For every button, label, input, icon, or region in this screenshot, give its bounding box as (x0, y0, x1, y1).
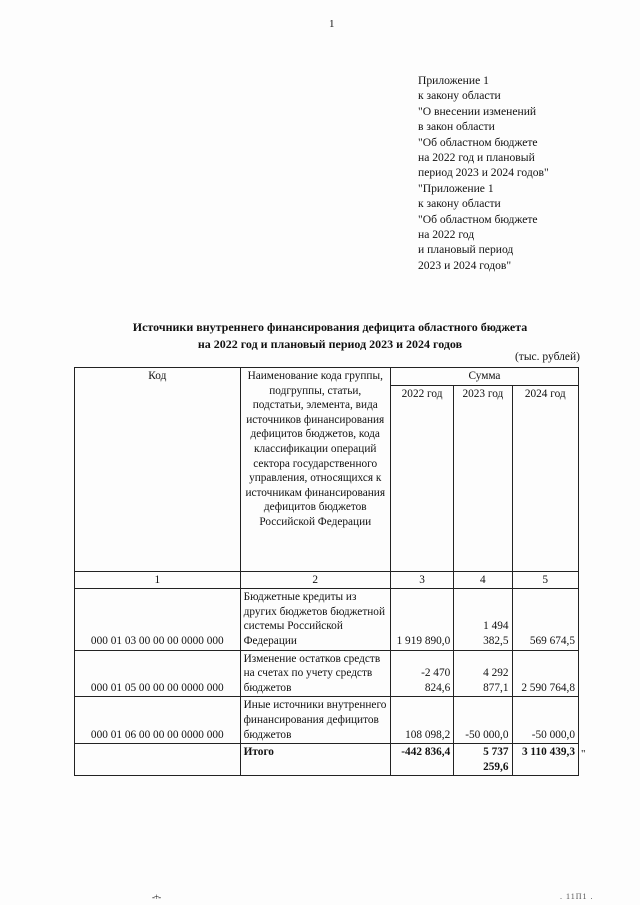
footer-right-mark: . 11П1 . (560, 892, 594, 901)
row-value-2022: -2 470 824,6 (390, 650, 453, 697)
row-name: Бюджетные кредиты из других бюджетов бюджетной системы Российской Федерации (240, 589, 390, 650)
document-subtitle: на 2022 год и плановый период 2023 и 2024 годов (197, 337, 463, 351)
appendix-line: к закону области (418, 89, 501, 103)
appendix-line: на 2022 год и плановый (418, 151, 535, 165)
row-name: Изменение остатков средств на счетах по учету средств бюджетов (240, 650, 390, 697)
header-code: Код (75, 368, 241, 572)
header-name: Наименование кода группы, подгруппы, статьи, подстатьи, элемента, вида источников финансирования дефицитов бюджетов, кода классификации операций сектора государственного управления, относящихся к источникам финансирования дефицитов бюджетов Российской Федерации (240, 368, 390, 572)
total-value-2024: 3 110 439,3 (512, 744, 578, 776)
appendix-line: 2023 и 2024 годов" (418, 258, 512, 272)
page-mark: 1 (329, 18, 335, 30)
row-code: 000 01 05 00 00 00 0000 000 (75, 650, 241, 697)
total-row (75, 744, 579, 776)
appendix-line: "Об областном бюджете (418, 212, 538, 226)
closing-quote: " (581, 748, 586, 760)
row-value-2023: 4 292 877,1 (454, 650, 512, 697)
appendix-line: на 2022 год (418, 228, 475, 242)
header-year-2024: 2024 год (512, 385, 578, 571)
appendix-line: "Приложение 1 (418, 181, 494, 195)
row-code: 000 01 03 00 00 00 0000 000 (75, 589, 241, 650)
row-name: Иные источники внутреннего финансирования дефицитов бюджетов (240, 697, 390, 744)
appendix-line: в закон области (418, 120, 495, 134)
units-label: (тыс. рублей) (514, 351, 580, 363)
row-value-2023: 1 494 382,5 (454, 589, 512, 650)
header-year-2023: 2023 год (454, 385, 512, 571)
appendix-line: период 2023 и 2024 годов" (418, 166, 549, 180)
appendix-line: Приложение 1 (418, 74, 489, 87)
appendix-note (418, 73, 549, 273)
appendix-line: к закону области (418, 197, 501, 211)
row-value-2023: -50 000,0 (454, 697, 512, 744)
column-number: 4 (454, 571, 512, 589)
total-value-2022: -442 836,4 (390, 744, 453, 776)
appendix-line: "О внесении изменений (418, 104, 537, 118)
column-number: 2 (240, 571, 390, 589)
document-title: Источники внутреннего финансирования дефицита областного бюджета (132, 320, 528, 334)
column-number: 1 (75, 571, 241, 589)
column-number-row (75, 571, 579, 589)
row-value-2024: -50 000,0 (512, 697, 578, 744)
row-value-2022: 1 919 890,0 (390, 589, 453, 650)
column-number: 5 (512, 571, 578, 589)
row-value-2022: 108 098,2 (390, 697, 453, 744)
header-sum: Сумма (390, 368, 578, 386)
table-row (75, 650, 579, 697)
footer-left-mark: -+- (152, 892, 161, 902)
total-value-2023: 5 737 259,6 (454, 744, 512, 776)
row-code: 000 01 06 00 00 00 0000 000 (75, 697, 241, 744)
appendix-line: "Об областном бюджете (418, 135, 538, 149)
appendix-line: и плановый период (418, 243, 514, 257)
table-row (75, 697, 579, 744)
table-row (75, 589, 579, 650)
total-code-cell (75, 744, 241, 776)
header-year-2022: 2022 год (390, 385, 453, 571)
row-value-2024: 2 590 764,8 (512, 650, 578, 697)
row-value-2024: 569 674,5 (512, 589, 578, 650)
financing-sources-table (74, 367, 579, 776)
table-header-row (75, 368, 579, 386)
total-label: Итого (240, 744, 390, 776)
column-number: 3 (390, 571, 453, 589)
